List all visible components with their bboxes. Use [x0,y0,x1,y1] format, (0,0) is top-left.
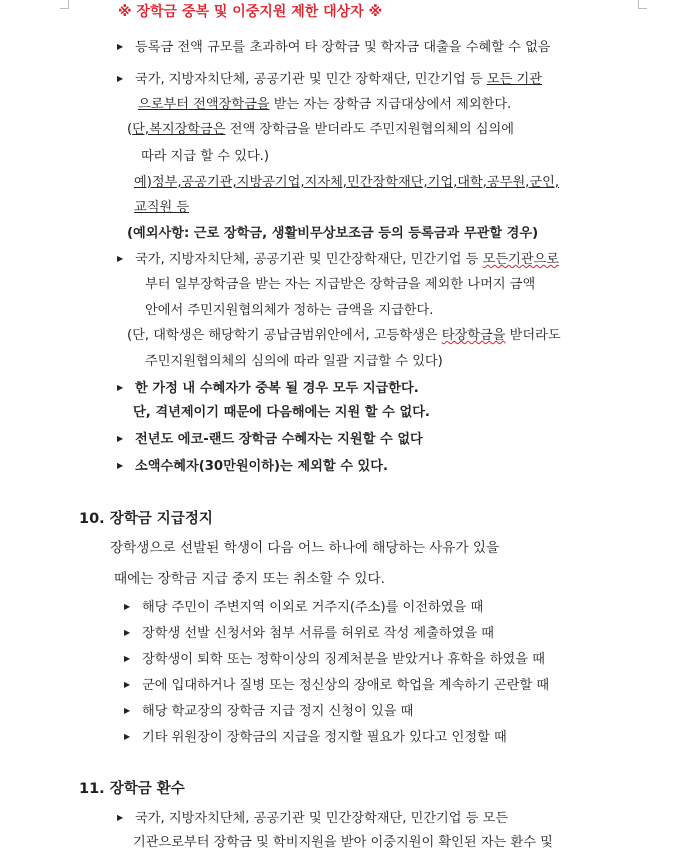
list-item-continuation [138,96,511,114]
list-item-text: 전년도 에코-랜드 장학금 수혜자는 지원할 수 없다 [135,432,423,447]
note-text: (단, 대학생은 해당학기 공납금범위안에서, 고등학생은 [127,328,442,343]
list-item-continuation: 부터 일부장학금을 받는 자는 지급받은 장학금을 제외한 나머지 금액 [145,277,536,292]
note-line [127,121,514,139]
underlined-text: 예)정부,공공기관,지방공기업,지자체,민간장학재단,기업,대학,공무원,군인, [134,175,560,190]
page-corner-mark-left [60,0,69,9]
note-line: 따라 지급 할 수 있다.) [141,149,270,164]
list-item [124,650,545,669]
note-line: 주민지원협의체의 심의에 따라 일괄 지급할 수 있다) [145,354,443,369]
note-text: 전액 장학금을 받더라도 주민지원협의체의 심의에 [225,122,515,137]
underlined-text: 단,복지장학금은 [132,122,226,137]
list-item-text: 국가, 지방자치단체, 공공기관 및 민간 장학재단, 민간기업 등 [135,72,487,87]
spellcheck-underlined-text: 모든기관으로 [482,252,560,267]
section-heading: 10. 장학금 지급정지 [79,511,213,527]
list-item [117,430,423,449]
list-item-text: 국가, 지방자치단체, 공공기관 및 민간장학재단, 민간기업 등 [135,252,483,267]
bullet-triangle-icon: ▶ [124,628,131,637]
paragraph-line: 때에는 장학금 지급 중지 또는 취소할 수 있다. [114,571,385,587]
list-item [117,250,559,269]
bullet-triangle-icon: ▶ [117,74,124,83]
notice-title: ※ 장학금 중복 및 이중지원 제한 대상자 ※ [118,4,383,20]
list-item-continuation: 안에서 주민지원협의체가 정하는 금액을 지급한다. [145,303,434,318]
page-corner-mark-right [638,0,647,9]
underlined-text: 모든 기관 [486,72,543,87]
bullet-triangle-icon: ▶ [117,42,124,51]
list-item [124,676,549,695]
example-line [134,174,559,192]
bullet-triangle-icon: ▶ [124,602,131,611]
exception-note: (예외사항: 근로 장학금, 생활비무상보조금 등의 등록금과 무관할 경우) [127,226,539,241]
bullet-triangle-icon: ▶ [117,813,124,822]
underlined-text: 으로부터 전액장학금을 [138,97,270,112]
list-item [117,38,551,57]
list-item-text: 기타 위원장이 장학금의 지급을 정지할 필요가 있다고 인정할 때 [142,730,507,745]
list-item [124,624,494,643]
bullet-triangle-icon: ▶ [117,383,124,392]
bullet-triangle-icon: ▶ [117,434,124,443]
list-item [117,379,419,398]
paragraph-line: 장학생으로 선발된 학생이 다음 어느 하나에 해당하는 사유가 있을 [110,540,500,556]
list-item-text: 해당 주민이 주변지역 이외로 거주지(주소)를 이전하였을 때 [142,600,484,615]
list-item-continuation: 단, 격년제이기 때문에 다음해에는 지원 할 수 없다. [133,405,430,420]
list-item-text: 받는 자는 장학금 지급대상에서 제외한다. [269,97,512,112]
list-item-text: 국가, 지방자치단체, 공공기관 및 민간장학재단, 민간기업 등 모든 [135,811,509,826]
example-line [134,199,189,217]
bullet-triangle-icon: ▶ [117,254,124,263]
list-item-text: 해당 학교장의 장학금 지급 정지 신청이 있을 때 [142,704,414,719]
list-item [124,702,413,721]
bullet-triangle-icon: ▶ [124,732,131,741]
note-text: 받더라도 [505,328,561,343]
list-item [124,728,507,747]
bullet-triangle-icon: ▶ [124,680,131,689]
underlined-text: 교직원 등 [134,200,190,215]
list-item-text: 한 가정 내 수혜자가 중복 될 경우 모두 지급한다. [135,381,419,396]
bullet-triangle-icon: ▶ [117,461,124,470]
list-item-text: 군에 입대하거나 질병 또는 정신상의 장애로 학업을 계속하기 곤란할 때 [142,678,550,693]
note-line [127,327,561,345]
list-item [117,70,542,89]
list-item-text: 장학생 선발 신청서와 첨부 서류를 허위로 작성 제출하였을 때 [142,626,495,641]
list-item-text: 장학생이 퇴학 또는 정학이상의 징계처분을 받았거나 휴학을 하였을 때 [142,652,545,667]
note-text: ( [127,122,133,137]
list-item-text: 등록금 전액 규모를 초과하여 타 장학금 및 학자금 대출을 수혜할 수 없음 [135,40,551,55]
list-item-continuation: 기관으로부터 장학금 및 학비지원을 받아 이중지원이 확인된 자는 환수 및 [133,835,553,850]
spellcheck-underlined-text: 타장학금을 [441,328,506,343]
section-heading: 11. 장학금 환수 [79,781,185,797]
bullet-triangle-icon: ▶ [124,706,131,715]
list-item [117,809,508,828]
list-item [124,598,483,617]
list-item-text: 소액수혜자(30만원이하)는 제외할 수 있다. [135,459,389,474]
bullet-triangle-icon: ▶ [124,654,131,663]
list-item [117,457,388,476]
